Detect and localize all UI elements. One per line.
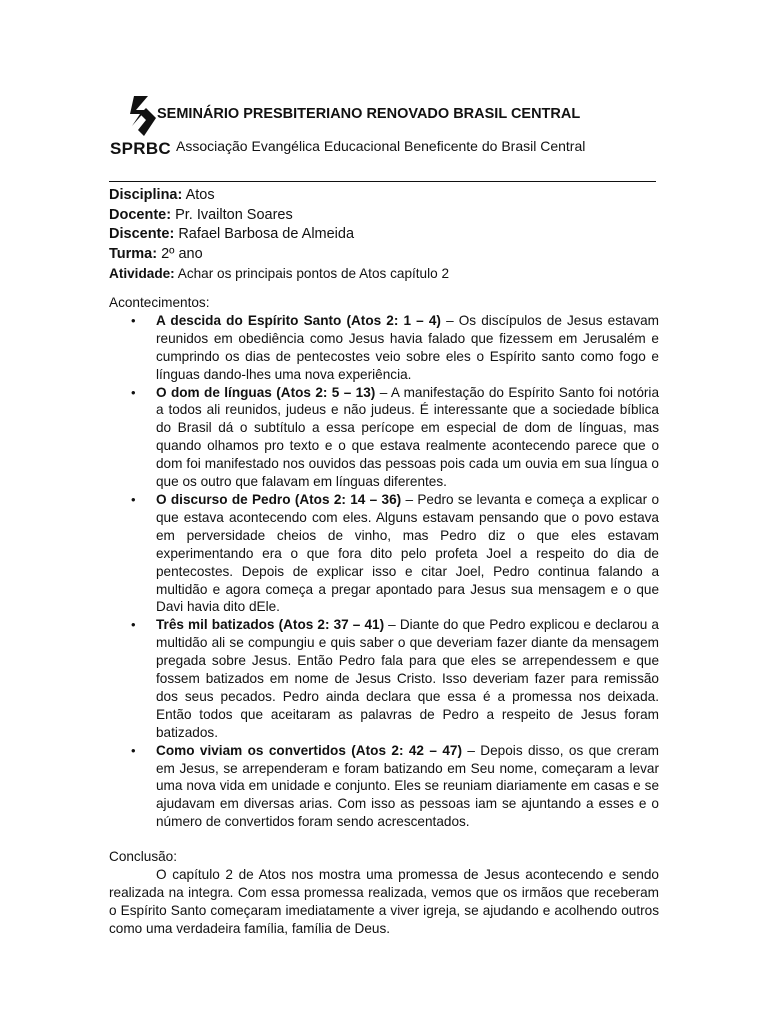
bullet-icon: •: [131, 617, 136, 633]
event-title: Três mil batizados (Atos 2: 37 – 41): [156, 617, 385, 633]
info-label: Discente:: [109, 226, 175, 242]
event-text: – Pedro se levanta e começa a explicar o que estava acontecendo com eles. Alguns estavam pensando que o povo estava em perversidade cheios de vinho, mas Pedro diz o que eles estavam experimentando era o que fora dito pelo profeta Joel a respeito do dia de pentecostes. Depois de explicar isso e citar Joel, Pedro continua falando a multidão e agora começa a pregar apontado para Jesus sua mensagem e o que Davi havia dito dEle.: [156, 491, 660, 615]
info-value: Rafael Barbosa de Almeida: [178, 226, 355, 242]
info-block: [109, 186, 669, 284]
conclusion-paragraph: O capítulo 2 de Atos nos mostra uma promessa de Jesus acontecendo e sendo realizada na integra. Com essa promessa realizada, vemos que os irmãos que receberam o Espírito Santo começaram imediatamente a viver igreja, se ajudando e acolhendo outros como uma verdadeira família, família de Deus.: [109, 867, 659, 936]
bullet-icon: •: [131, 384, 136, 400]
event-title: A descida do Espírito Santo (Atos 2: 1 – 4): [156, 312, 441, 328]
info-label: Atividade:: [109, 266, 175, 281]
list-item: [109, 742, 659, 832]
list-item: [109, 616, 659, 741]
event-title: O discurso de Pedro (Atos 2: 14 – 36): [156, 491, 402, 507]
institution-subtitle: Associação Evangélica Educacional Beneficente do Brasil Central: [176, 138, 586, 154]
events-heading: Acontecimentos:: [109, 295, 210, 310]
bullet-icon: •: [131, 312, 136, 328]
header-divider: [109, 181, 656, 182]
event-text: – Depois disso, os que creram em Jesus, se arrependeram e foram batizando em Seu nome, começaram a levar uma nova vida em unidade e conjunto. Eles se reuniam diariamente em casas e se ajudavam em diversas arias. Com isso as pessoas iam se ajuntando a esses e o número de convertidos foram sendo acrescentados.: [156, 742, 659, 830]
info-student: [109, 225, 669, 245]
institution-name: SEMINÁRIO PRESBITERIANO RENOVADO BRASIL CENTRAL: [157, 106, 581, 122]
list-item: [109, 491, 659, 616]
info-value: Pr. Ivailton Soares: [175, 206, 293, 223]
document-body: [109, 294, 659, 938]
event-title: Como viviam os convertidos (Atos 2: 42 – 47): [156, 742, 462, 758]
bullet-icon: •: [131, 491, 136, 507]
info-value: Atos: [185, 187, 215, 203]
info-teacher: [109, 206, 669, 226]
bullet-icon: •: [131, 742, 136, 758]
conclusion-heading: Conclusão:: [109, 849, 178, 865]
info-value: Achar os principais pontos de Atos capítulo 2: [177, 266, 450, 281]
list-item: [109, 384, 659, 491]
list-item: [109, 312, 659, 384]
sprbc-logo-icon: [124, 96, 158, 136]
info-label: Docente:: [109, 206, 172, 223]
events-list: [109, 312, 659, 831]
info-value: 2º ano: [161, 245, 203, 262]
info-label: Turma:: [109, 245, 158, 262]
event-text: – A manifestação do Espírito Santo foi notória a todos ali reunidos, judeus e não judeus. É interessante que a sociedade bíblica do Brasil dá o subtítulo a essa perícope em especial de dom de línguas, mas quando olhamos pro texto e o que estava realmente acontecendo parece que o dom foi manifestado nos ouvidos das pessoas pois cada um ouvia em sua língua o que os outro que falavam em línguas diferentes.: [156, 384, 659, 490]
logo-text: SPRBC: [110, 139, 172, 158]
event-title: O dom de línguas (Atos 2: 5 – 13): [156, 384, 376, 400]
event-text: – Diante do que Pedro explicou e declarou a multidão ali se compungiu e quis saber o que deveriam fazer diante da mensagem pregada sobre Jesus. Então Pedro fala para que eles se arrependessem e que fossem batizados em nome de Jesus Cristo. Isso deveriam fazer para remissão dos seus pecados. Pedro ainda declara que essa é a promessa nos deixada. Então todos que aceitaram as palavras de Pedro a respeito de Jesus foram batizados.: [156, 617, 659, 740]
info-label: Disciplina:: [109, 187, 183, 203]
info-discipline: [109, 186, 669, 206]
info-class: [109, 245, 669, 265]
event-text: – Os discípulos de Jesus estavam reunidos em obediência como Jesus havia falado que fizessem em Jerusalém e cumprindo os dias de pentecostes veio sobre eles o Espírito santo como fogo e línguas dando-lhes uma nova experiência.: [156, 312, 660, 382]
info-activity: [109, 264, 669, 284]
